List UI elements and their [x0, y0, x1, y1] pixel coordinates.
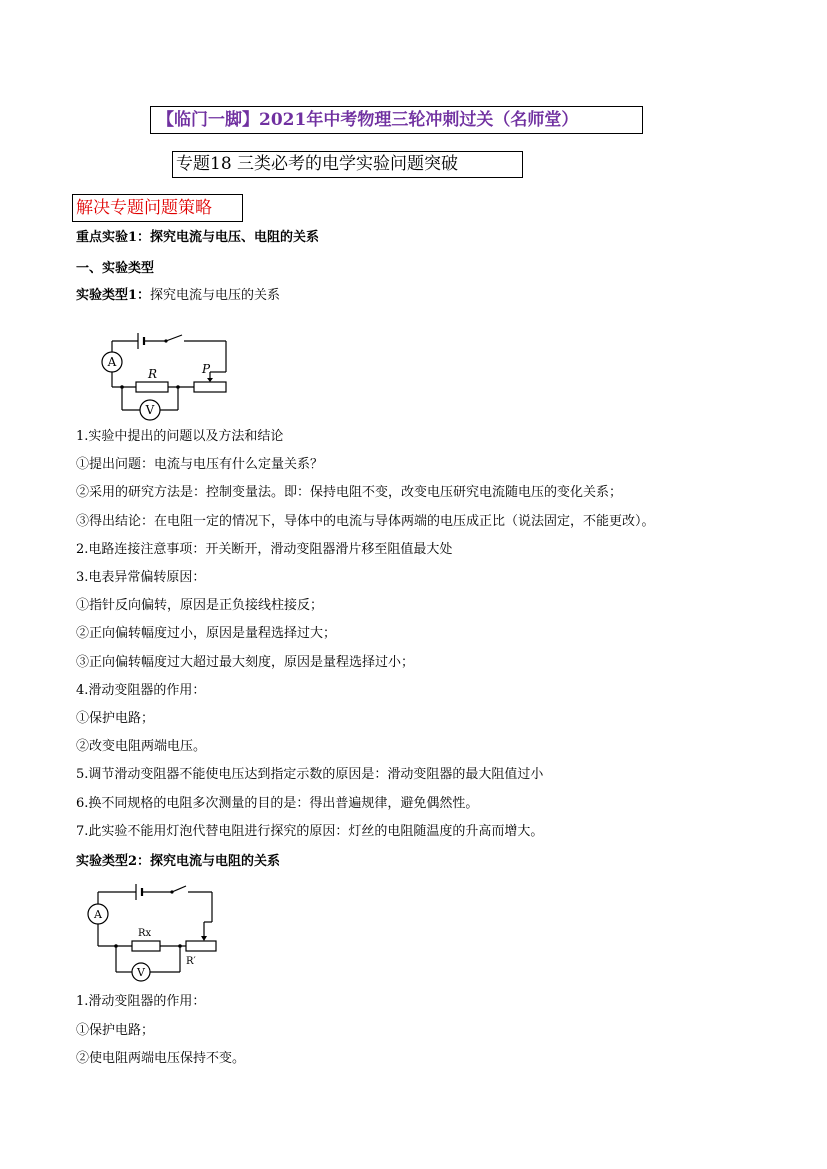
text-line: 1.实验中提出的问题以及方法和结论	[76, 429, 284, 444]
switch-blade	[166, 335, 182, 341]
resistor-label-2: Rx	[138, 928, 152, 939]
text-line: ②采用的研究方法是：控制变量法。即：保持电阻不变，改变电压研究电流随电压的变化关系；	[76, 485, 623, 501]
text-line: 2.电路连接注意事项：开关断开，滑动变阻器滑片移至阻值最大处	[76, 541, 453, 557]
text-line: ①提出问题：电流与电压有什么定量关系？	[76, 457, 324, 473]
text-line: ②改变电阻两端电压。	[76, 739, 207, 755]
text-line: ②正向偏转幅度过小，原因是量程选择过大；	[76, 626, 337, 642]
text-line: ②使电阻两端电压保持不变。	[76, 1051, 246, 1066]
rheostat-2	[186, 941, 216, 951]
text-line: ③正向偏转幅度过大超过最大刻度，原因是量程选择过小；	[76, 654, 415, 670]
ammeter-label-2: A	[94, 908, 102, 921]
resistor-label: R	[148, 367, 158, 381]
topic-subtitle: 专题18 三类必考的电学实验问题突破	[172, 151, 523, 178]
experiment-heading: 重点实验1：探究电流与电压、电阻的关系	[76, 230, 320, 245]
slider-label: P	[202, 362, 211, 376]
type1-heading	[76, 287, 280, 305]
text-line: 4.滑动变阻器的作用：	[76, 682, 206, 698]
strategy-heading: 解决专题问题策略	[72, 194, 243, 222]
type2-label: 实验类型2：	[76, 854, 151, 869]
ammeter-label: A	[107, 355, 117, 369]
text-line: 7.此实验不能用灯泡代替电阻进行探究的原因：灯丝的电阻随温度的升高而增大。	[76, 823, 544, 839]
resistor-rx	[132, 941, 160, 951]
text-line: ①保护电路；	[76, 711, 155, 726]
text-line: ③得出结论：在电阻一定的情况下，导体中的电流与导体两端的电压成正比（说法固定，不能更改）。	[76, 513, 655, 529]
part-heading: 一、实验类型	[76, 261, 155, 276]
slider-arrow	[207, 378, 213, 382]
voltmeter-label-2: V	[137, 966, 145, 979]
text-line: 3.电表异常偏转原因：	[76, 570, 206, 585]
voltmeter-label: V	[145, 403, 155, 417]
text-line: ①保护电路；	[76, 1022, 155, 1038]
type1-label: 实验类型1：	[76, 288, 151, 303]
type2-heading	[76, 853, 280, 871]
text-line: 1.滑动变阻器的作用：	[76, 994, 206, 1009]
rheostat	[194, 382, 226, 392]
circuit-diagram-1	[96, 320, 246, 426]
document-title: 【临门一脚】2021年中考物理三轮冲刺过关（名师堂）	[150, 106, 643, 134]
text-line: ①指针反向偏转，原因是正负接线柱接反；	[76, 598, 324, 614]
type2-text: 探究电流与电阻的关系	[150, 854, 281, 869]
rheostat-label-2: R′	[186, 956, 196, 967]
text-line: 6.换不同规格的电阻多次测量的目的是：得出普遍规律，避免偶然性。	[76, 795, 479, 811]
circuit-diagram-2	[86, 880, 226, 992]
text-line: 5.调节滑动变阻器不能使电压达到指定示数的原因是：滑动变阻器的最大阻值过小	[76, 767, 544, 783]
type1-text: 探究电流与电压的关系	[150, 288, 281, 303]
resistor-r	[136, 382, 168, 392]
